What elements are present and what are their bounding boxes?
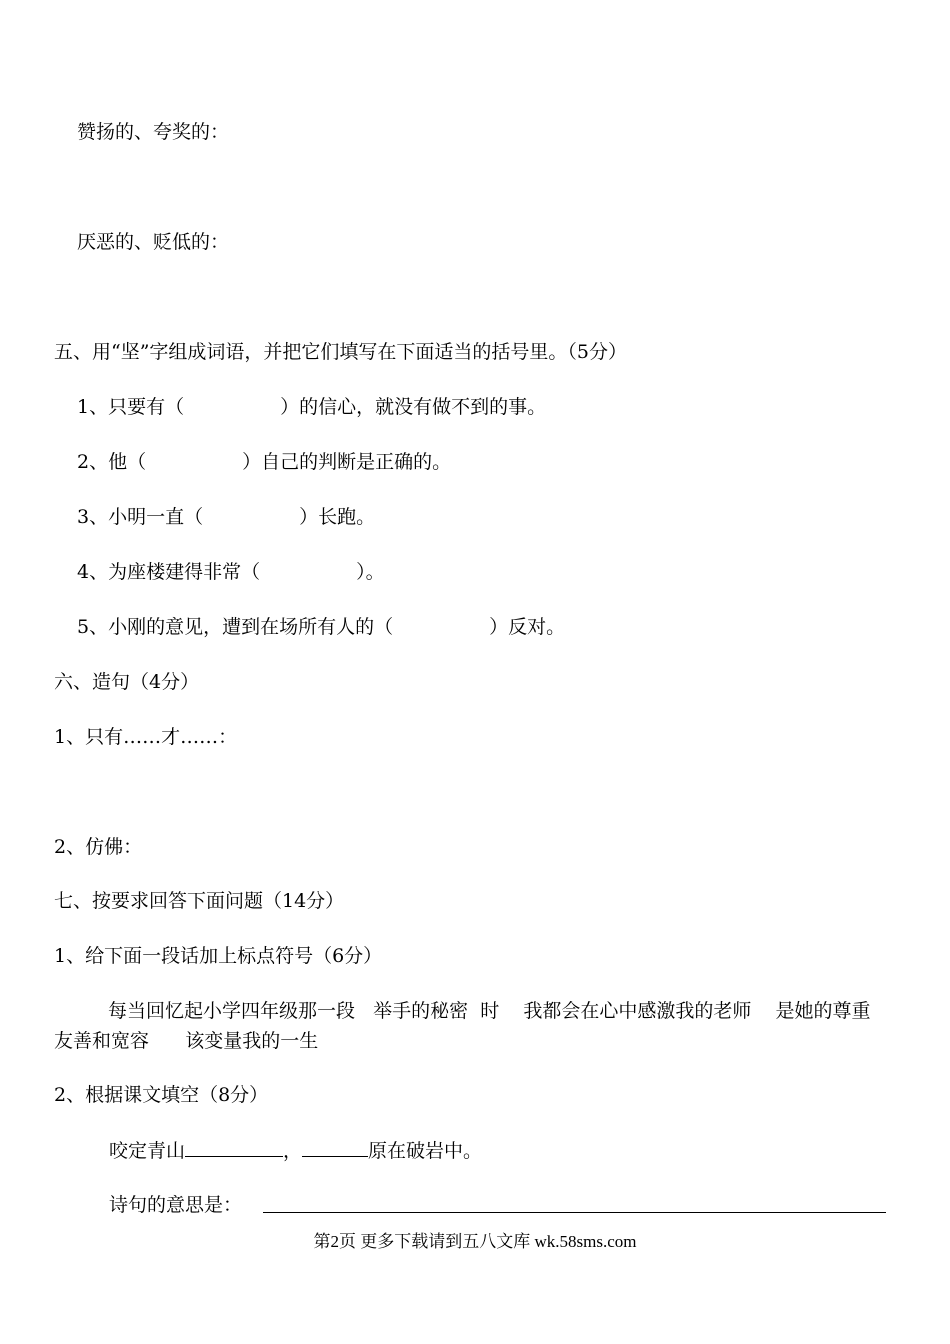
section-7-sub1-heading: 1、给下面一段话加上标点符号（6分） xyxy=(54,945,383,967)
section-5-item-1: 1、只要有（ ）的信心，就没有做不到的事。 xyxy=(77,396,547,418)
section-6-heading: 六、造句（4分） xyxy=(54,671,200,693)
poem-separator: ， xyxy=(283,1140,303,1162)
praise-label: 赞扬的、夸奖的： xyxy=(77,121,230,143)
poem-text-b: 原在破岩中。 xyxy=(368,1140,483,1162)
poem-text-a: 咬定青山 xyxy=(109,1140,186,1162)
section-5-item-3: 3、小明一直（ ）长跑。 xyxy=(77,506,376,528)
poem-meaning-label: 诗句的意思是： xyxy=(109,1194,243,1216)
poem-meaning-blank[interactable] xyxy=(263,1212,886,1213)
section-7-heading: 七、按要求回答下面问题（14分） xyxy=(54,890,345,912)
section-7-sub2-heading: 2、根据课文填空（8分） xyxy=(54,1084,269,1106)
punctuation-passage: 每当回忆起小学四年级那一段 举手的秘密 时 我都会在心中感激我的老师 是她的尊重 友善和宽容 该变量我的一生 xyxy=(54,1000,895,1052)
section-5-item-4: 4、为座楼建得非常（ ）。 xyxy=(77,561,385,583)
section-6-item-1: 1、只有……才……： xyxy=(54,726,238,748)
poem-fill-line xyxy=(109,1138,482,1163)
dislike-label: 厌恶的、贬低的： xyxy=(77,231,230,253)
poem-blank-1[interactable] xyxy=(185,1138,283,1157)
poem-blank-2[interactable] xyxy=(302,1138,368,1157)
page-footer: 第2页 更多下载请到五八文库 wk.58sms.com xyxy=(313,1232,637,1251)
section-6-item-2: 2、仿佛： xyxy=(54,836,143,858)
section-5-item-2: 2、他（ ）自己的判断是正确的。 xyxy=(77,451,452,473)
section-5-item-5: 5、小刚的意见，遭到在场所有人的（ ）反对。 xyxy=(77,616,566,638)
section-5-heading: 五、用“坚”字组成词语，并把它们填写在下面适当的括号里。（5分） xyxy=(54,341,628,363)
